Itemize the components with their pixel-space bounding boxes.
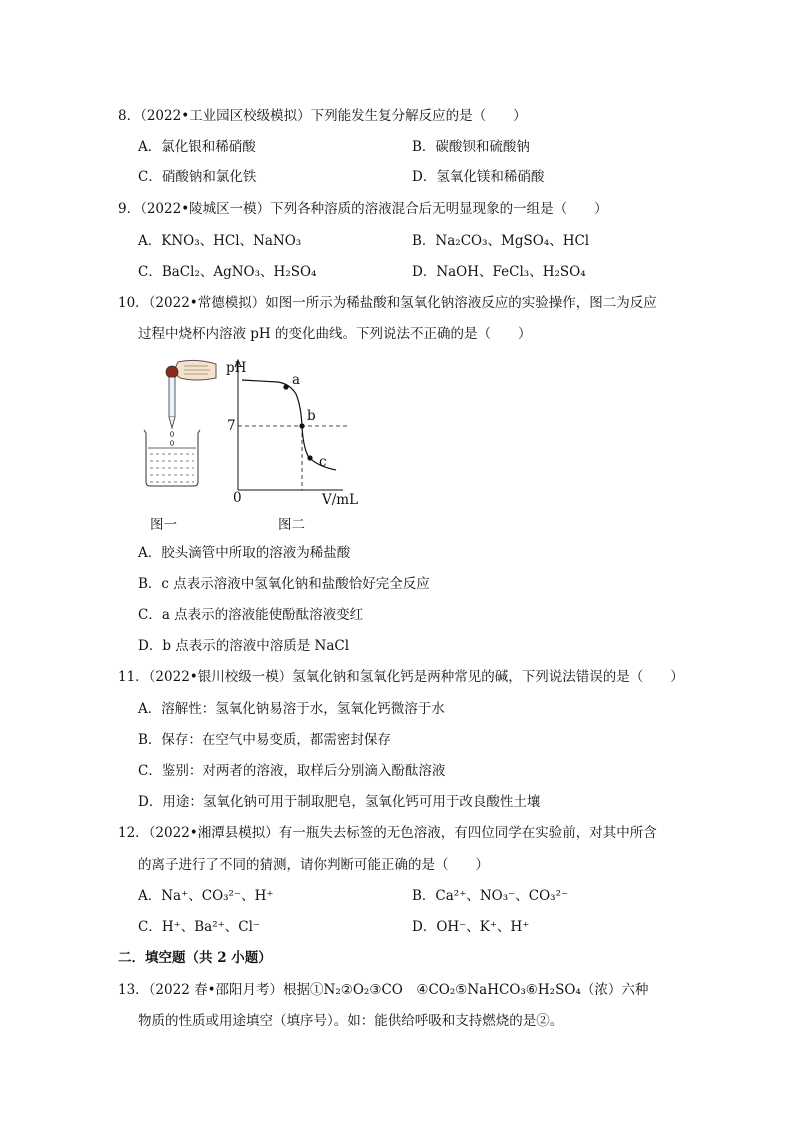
q11-option-b: B．保存：在空气中易变质，都需密封保存 xyxy=(138,732,391,748)
beaker-illustration xyxy=(144,430,200,486)
q10-option-b: B．c 点表示溶液中氢氧化钠和盐酸恰好完全反应 xyxy=(138,576,430,592)
q9-stem: 9．（2022•陵城区一模）下列各种溶质的溶液混合后无明显现象的一组是（ ） xyxy=(118,201,608,217)
q10-figure-svg xyxy=(138,358,368,508)
q12-option-a: A．Na⁺、CO₃²⁻、H⁺ xyxy=(138,888,274,904)
point-c-label: c xyxy=(319,454,327,470)
q11-stem: 11．（2022•银川校级一模）氢氧化钠和氢氧化钙是两种常见的碱，下列说法错误的是（ ） xyxy=(118,669,684,685)
q10-option-a: A．胶头滴管中所取的溶液为稀盐酸 xyxy=(138,545,351,561)
figure1-caption: 图一 xyxy=(150,517,177,533)
q10-figure xyxy=(138,358,368,533)
point-b-label: b xyxy=(307,408,316,424)
q13-stem-line2: 物质的性质或用途填空（填序号）。如：能供给呼吸和支持燃烧的是②。 xyxy=(138,1013,564,1029)
q10-option-c: C．a 点表示的溶液能使酚酞溶液变红 xyxy=(138,607,364,623)
q12-stem-line1: 12．（2022•湘潭县模拟）有一瓶失去标签的无色溶液，有四位同学在实验前，对其中所含 xyxy=(118,825,657,841)
point-a xyxy=(283,384,288,389)
point-b xyxy=(299,423,304,428)
q10-stem-line1: 10．（2022•常德模拟）如图一所示为稀盐酸和氢氧化钠溶液反应的实验操作，图二为反应 xyxy=(118,295,657,311)
q10-stem-line2: 过程中烧杯内溶液 pH 的变化曲线。下列说法不正确的是（ ） xyxy=(138,326,532,342)
q11-option-c: C．鉴别：对两者的溶液，取样后分别滴入酚酞溶液 xyxy=(138,763,446,779)
q10-option-d: D．b 点表示的溶液中溶质是 NaCl xyxy=(138,638,350,654)
point-a-label: a xyxy=(292,372,301,388)
point-c xyxy=(307,455,312,460)
q8-stem: 8．（2022•工业园区校级模拟）下列能发生复分解反应的是（ ） xyxy=(118,108,527,124)
q11-option-d: D．用途：氢氧化钠可用于制取肥皂，氢氧化钙可用于改良酸性土壤 xyxy=(138,794,541,810)
q8-option-a: A．氯化银和稀硝酸 xyxy=(138,139,256,155)
q8-option-d: D．氢氧化镁和稀硝酸 xyxy=(412,169,545,185)
q8-option-c: C．硝酸钠和氯化铁 xyxy=(138,169,257,185)
q12-option-b: B．Ca²⁺、NO₃⁻、CO₃²⁻ xyxy=(412,888,569,904)
hand-dropper-illustration xyxy=(166,360,216,445)
origin-label: 0 xyxy=(233,490,242,506)
x-axis-label: V/mL xyxy=(322,492,359,508)
figure2-caption: 图二 xyxy=(278,517,305,533)
y-tick-7: 7 xyxy=(227,418,236,434)
q9-option-a: A．KNO₃、HCl、NaNO₃ xyxy=(138,233,302,249)
q11-option-a: A．溶解性：氢氧化钠易溶于水，氢氧化钙微溶于水 xyxy=(138,701,445,717)
y-axis-label: pH xyxy=(226,360,247,376)
q9-option-b: B．Na₂CO₃、MgSO₄、HCl xyxy=(412,233,590,249)
q9-option-c: C．BaCl₂、AgNO₃、H₂SO₄ xyxy=(138,264,317,280)
q12-option-c: C．H⁺、Ba²⁺、Cl⁻ xyxy=(138,919,261,935)
q9-option-d: D．NaOH、FeCl₃、H₂SO₄ xyxy=(412,264,586,280)
section-heading-fill-in: 二．填空题（共 2 小题） xyxy=(118,950,272,966)
q13-stem-line1: 13．（2022 春•邵阳月考）根据①N₂②O₂③CO ④CO₂⑤NaHCO₃⑥H₂SO₄（浓）六种 xyxy=(118,982,649,998)
q12-option-d: D．OH⁻、K⁺、H⁺ xyxy=(412,919,530,935)
q12-stem-line2: 的离子进行了不同的猜测，请你判断可能正确的是（ ） xyxy=(138,857,489,873)
q8-option-b: B．碳酸钡和硫酸钠 xyxy=(412,139,530,155)
